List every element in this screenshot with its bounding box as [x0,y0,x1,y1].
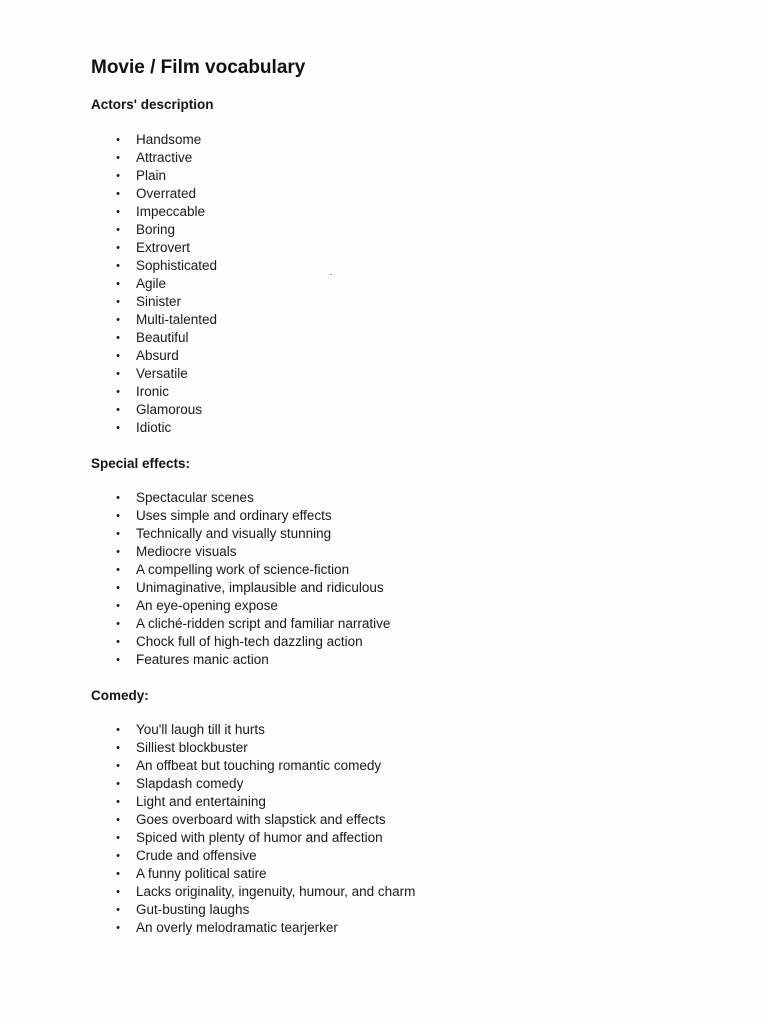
list-item-text: A compelling work of science-fiction [136,562,350,577]
bullet-icon: • [116,618,120,630]
list-item-text: Light and entertaining [136,794,266,809]
list-item-text: You'll laugh till it hurts [136,722,265,737]
bullet-icon: • [116,242,120,254]
bullet-icon: • [116,600,120,612]
bullet-icon: • [116,332,120,344]
list-item-text: Agile [136,276,167,291]
list-item-text: Silliest blockbuster [136,740,248,755]
bullet-icon: • [116,492,120,504]
bullet-icon: • [116,636,120,648]
bullet-icon: • [116,134,120,146]
section-heading-special-effects: Special effects: [91,456,191,471]
list-item-text: Extrovert [136,240,191,255]
list-item-text: Spiced with plenty of humor and affection [136,830,383,845]
bullet-icon: • [116,510,120,522]
bullet-icon: • [116,778,120,790]
list-item-text: A cliché-ridden script and familiar narrative [136,616,391,631]
bullet-icon: • [116,760,120,772]
bullet-icon: • [116,350,120,362]
bullet-icon: • [116,886,120,898]
list-item-text: Idiotic [136,420,172,435]
list-item-text: Unimaginative, implausible and ridiculous [136,580,384,595]
bullet-icon: • [116,260,120,272]
list-item-text: Multi-talented [136,312,218,327]
list-item-text: Plain [136,168,167,183]
bullet-icon: • [116,404,120,416]
bullet-icon: • [116,170,120,182]
bullet-icon: • [116,278,120,290]
bullet-icon: • [116,296,120,308]
bullet-icon: • [116,368,120,380]
bullet-icon: • [116,796,120,808]
bullet-icon: • [116,814,120,826]
list-item-text: Spectacular scenes [136,490,254,505]
bullet-icon: • [116,564,120,576]
list-item-text: Boring [136,222,176,237]
list-item-text: An offbeat but touching romantic comedy [136,758,382,773]
list-item-text: Attractive [136,150,193,165]
list-item-text: Lacks originality, ingenuity, humour, and charm [136,884,416,899]
list-item-text: Glamorous [136,402,203,417]
list-item-text: Slapdash comedy [136,776,244,791]
list-item-text: Sinister [136,294,182,309]
list-item-text: Technically and visually stunning [136,526,332,541]
bullet-icon: • [116,582,120,594]
list-item-text: Ironic [136,384,170,399]
section-heading-actors-description: Actors' description [91,97,214,112]
list-item-text: Overrated [136,186,197,201]
list-item-text: Handsome [136,132,202,147]
list-item-text: A funny political satire [136,866,267,881]
bullet-icon: • [116,386,120,398]
bullet-icon: • [116,850,120,862]
bullet-icon: • [116,654,120,666]
list-item-text: Beautiful [136,330,189,345]
bullet-icon: • [116,188,120,200]
list-item-text: Impeccable [136,204,206,219]
list-item-text: Chock full of high-tech dazzling action [136,634,363,649]
list-item-text: Gut-busting laughs [136,902,250,917]
list-item-text: Sophisticated [136,258,218,273]
bullet-icon: • [116,546,120,558]
list-item-text: Goes overboard with slapstick and effects [136,812,386,827]
bullet-icon: • [116,724,120,736]
bullet-icon: • [116,224,120,236]
list-item-text: Mediocre visuals [136,544,237,559]
bullet-icon: • [116,422,120,434]
bullet-icon: • [116,868,120,880]
bullet-icon: • [116,922,120,934]
scan-speck [330,274,332,275]
bullet-icon: • [116,904,120,916]
section-heading-comedy: Comedy: [91,688,149,703]
list-item-text: Features manic action [136,652,269,667]
list-item-text: Versatile [136,366,188,381]
bullet-icon: • [116,206,120,218]
bullet-icon: • [116,742,120,754]
list-item-text: Uses simple and ordinary effects [136,508,332,523]
bullet-icon: • [116,314,120,326]
bullet-icon: • [116,152,120,164]
bullet-icon: • [116,832,120,844]
list-item-text: An overly melodramatic tearjerker [136,920,338,935]
list-item-text: Absurd [136,348,179,363]
list-item-text: Crude and offensive [136,848,257,863]
bullet-icon: • [116,528,120,540]
document-title: Movie / Film vocabulary [91,57,306,78]
list-item-text: An eye-opening expose [136,598,278,613]
